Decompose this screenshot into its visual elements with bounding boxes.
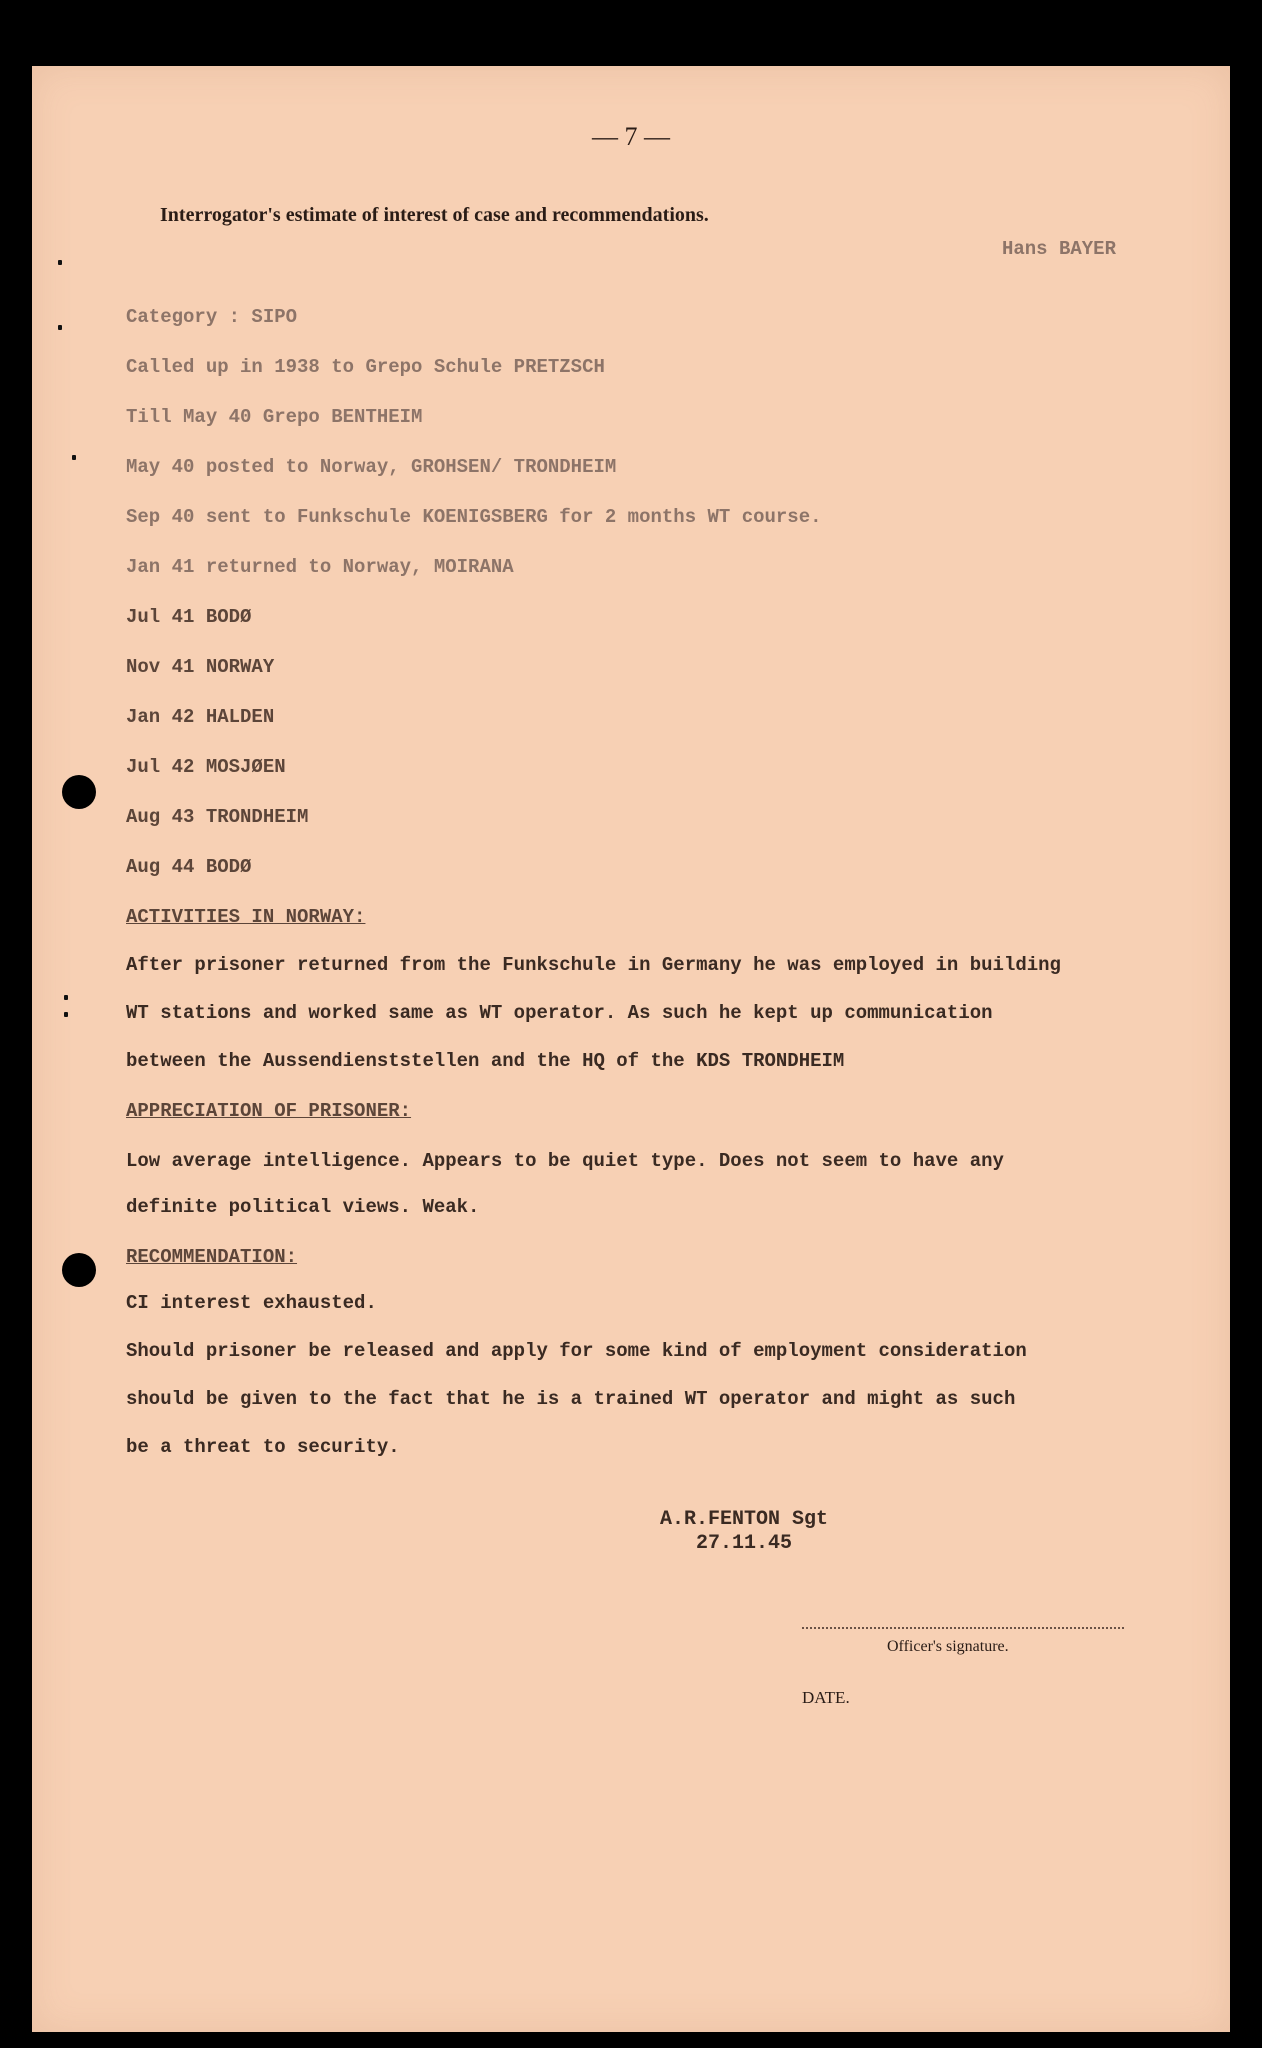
activities-line: After prisoner returned from the Funkschule in Germany he was employed in building — [126, 954, 1061, 976]
entry-line: Jul 41 BODØ — [126, 606, 252, 628]
recommendation-heading: RECOMMENDATION: — [126, 1246, 298, 1268]
punch-hole — [62, 775, 96, 809]
speck — [58, 260, 62, 265]
signature-block — [660, 1508, 828, 1556]
document-page — [32, 66, 1230, 2032]
officer-signature-label: Officer's signature. — [887, 1638, 1009, 1655]
punch-hole — [62, 1253, 96, 1287]
entry-line: May 40 posted to Norway, GROHSEN/ TRONDHEIM — [126, 456, 617, 478]
entry-line: Aug 43 TRONDHEIM — [126, 806, 309, 828]
signature-date: 27.11.45 — [696, 1532, 793, 1555]
subject-name: Hans BAYER — [1001, 238, 1116, 260]
entry-line: Category : SIPO — [126, 306, 298, 328]
recommendation-line: be a threat to security. — [126, 1436, 400, 1458]
appreciation-heading: APPRECIATION OF PRISONER: — [126, 1100, 412, 1122]
entry-line: Called up in 1938 to Grepo Schule PRETZSCH — [126, 356, 605, 378]
activities-line: between the Aussendienststellen and the HQ of the KDS TRONDHEIM — [126, 1050, 845, 1072]
signature-dotted-line — [802, 1627, 1124, 1629]
recommendation-line: CI interest exhausted. — [126, 1292, 377, 1314]
entry-line: Till May 40 Grepo BENTHEIM — [126, 406, 423, 428]
speck — [72, 455, 76, 460]
speck — [58, 325, 62, 330]
signature-name: A.R.FENTON Sgt — [660, 1508, 829, 1531]
entry-line: Sep 40 sent to Funkschule KOENIGSBERG for 2 months WT course. — [126, 506, 822, 528]
page-heading: Interrogator's estimate of interest of case and recommendations. — [160, 204, 709, 226]
entry-line: Jul 42 MOSJØEN — [126, 756, 286, 778]
activities-line: WT stations and worked same as WT operator. As such he kept up communication — [126, 1002, 993, 1024]
date-label: DATE. — [802, 1688, 850, 1707]
entry-line: Jan 41 returned to Norway, MOIRANA — [126, 556, 514, 578]
appreciation-line: Low average intelligence. Appears to be quiet type. Does not seem to have any — [126, 1150, 1004, 1172]
activities-heading: ACTIVITIES IN NORWAY: — [126, 906, 366, 928]
speck — [64, 995, 68, 1000]
speck — [64, 1012, 68, 1017]
appreciation-line: definite political views. Weak. — [126, 1196, 480, 1218]
page-number: — 7 — — [592, 122, 670, 151]
recommendation-line: should be given to the fact that he is a trained WT operator and might as such — [126, 1388, 1016, 1410]
entry-line: Aug 44 BODØ — [126, 856, 252, 878]
entry-line: Nov 41 NORWAY — [126, 656, 275, 678]
entry-line: Jan 42 HALDEN — [126, 706, 275, 728]
recommendation-line: Should prisoner be released and apply for some kind of employment consideration — [126, 1340, 1027, 1362]
